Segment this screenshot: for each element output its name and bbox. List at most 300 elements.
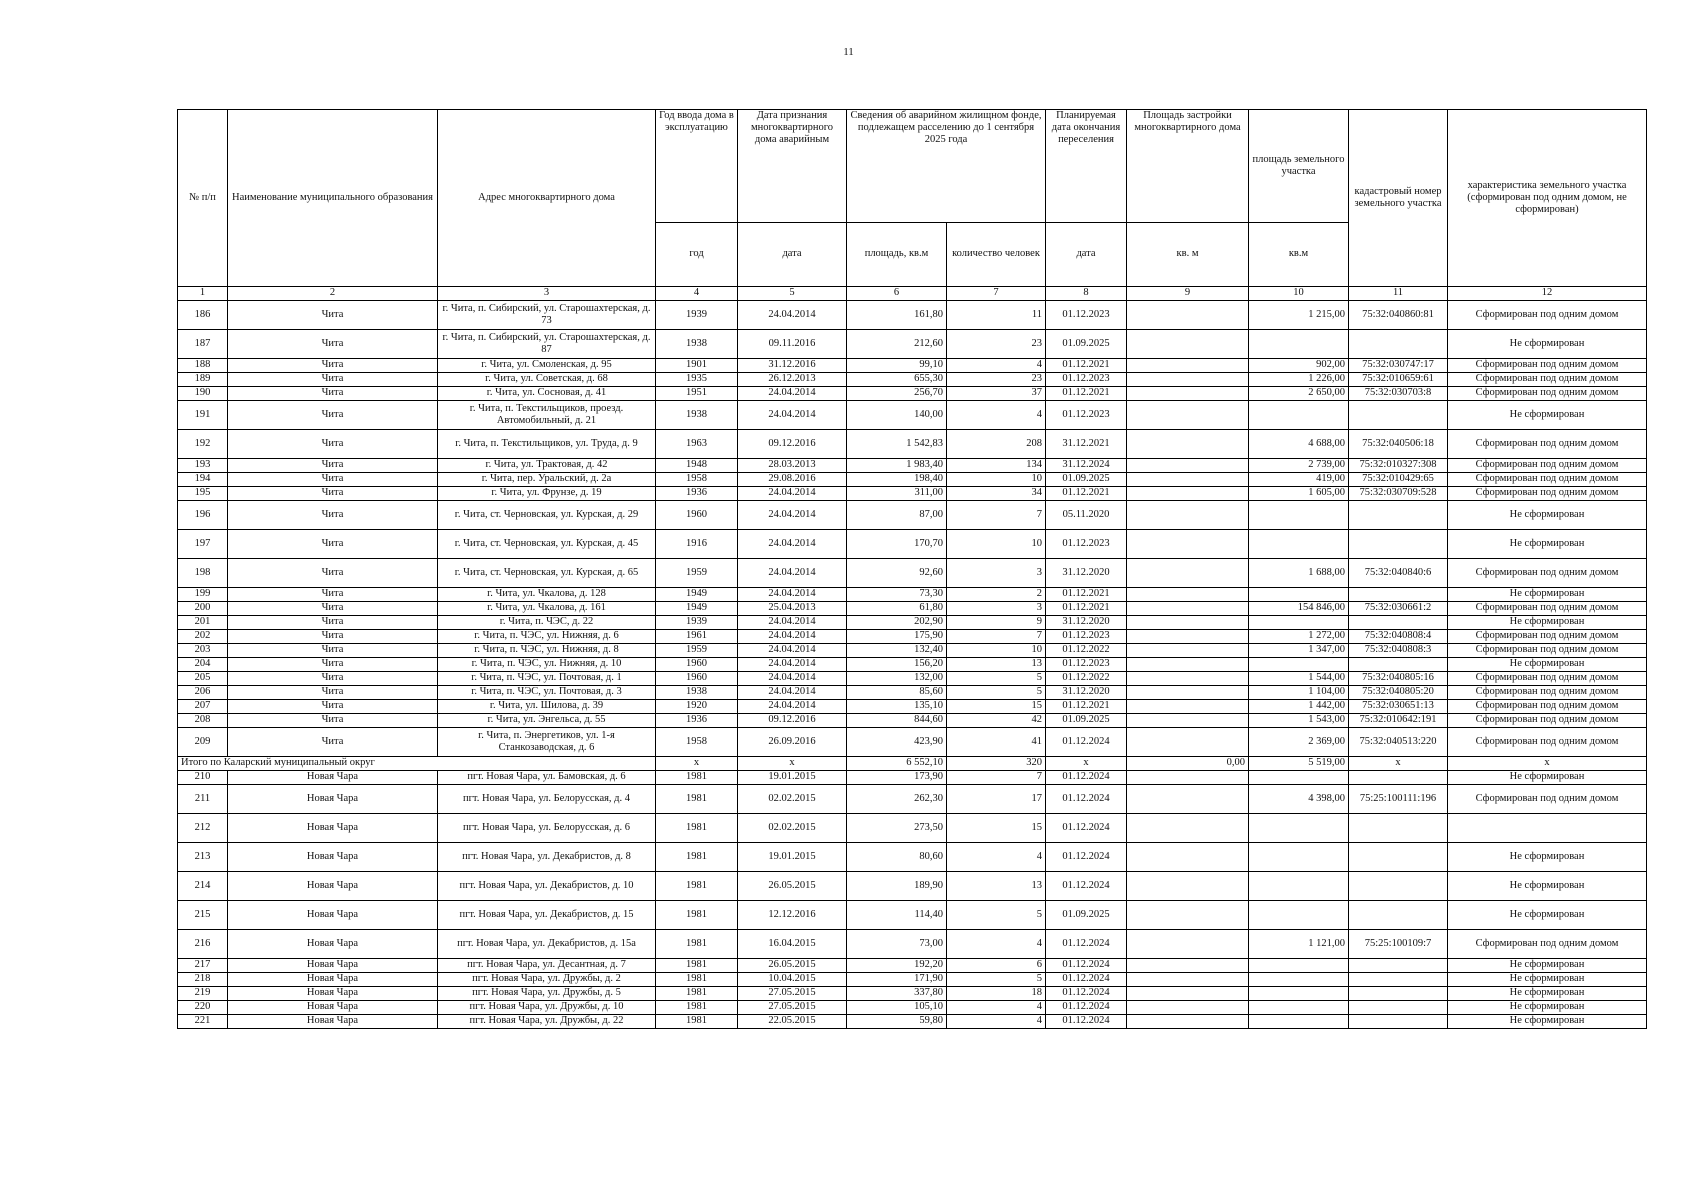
cell-built-area xyxy=(1127,686,1249,700)
cell-land-area: 1 442,00 xyxy=(1249,700,1349,714)
cell-planned-date: 01.12.2024 xyxy=(1046,973,1127,987)
cell-num: 192 xyxy=(178,430,228,459)
cell-date: 24.04.2014 xyxy=(738,616,847,630)
cell-area: 161,80 xyxy=(847,301,947,330)
cell-people: 5 xyxy=(947,901,1046,930)
cell-year: 1981 xyxy=(656,930,738,959)
cell-planned-date: 31.12.2024 xyxy=(1046,459,1127,473)
cell-cadastral xyxy=(1349,901,1448,930)
col-number: 6 xyxy=(847,287,947,301)
cell-date: 27.05.2015 xyxy=(738,1001,847,1015)
table-row xyxy=(178,602,1647,616)
cell-year: 1960 xyxy=(656,672,738,686)
cell-people: 4 xyxy=(947,401,1046,430)
cell-year: 1958 xyxy=(656,473,738,487)
cell-address: г. Чита, ул. Энгельса, д. 55 xyxy=(438,714,656,728)
cell-num: 204 xyxy=(178,658,228,672)
cell-num: 212 xyxy=(178,814,228,843)
cell-num: 205 xyxy=(178,672,228,686)
cell-people: 6 xyxy=(947,959,1046,973)
cell-cadastral: 75:32:040506:18 xyxy=(1349,430,1448,459)
cell-cadastral xyxy=(1349,530,1448,559)
cell-cadastral: 75:32:030703:8 xyxy=(1349,387,1448,401)
cell-num: 211 xyxy=(178,785,228,814)
cell-land-status: Не сформирован xyxy=(1448,771,1647,785)
cell-area: 175,90 xyxy=(847,630,947,644)
cell-address: г. Чита, п. ЧЭС, д. 22 xyxy=(438,616,656,630)
cell-cadastral xyxy=(1349,1001,1448,1015)
cell-land-area xyxy=(1249,616,1349,630)
cell-address: г. Чита, п. Сибирский, ул. Старошахтерская, д. 87 xyxy=(438,330,656,359)
col-sub-planned: дата xyxy=(1046,223,1127,287)
cell-area: 423,90 xyxy=(847,728,947,757)
cell-built-area xyxy=(1127,487,1249,501)
col-number: 4 xyxy=(656,287,738,301)
cell-area: 92,60 xyxy=(847,559,947,588)
cell-planned-date: 05.11.2020 xyxy=(1046,501,1127,530)
cell-land-area: 2 369,00 xyxy=(1249,728,1349,757)
cell-land-area: 1 121,00 xyxy=(1249,930,1349,959)
cell-municipality: Чита xyxy=(228,487,438,501)
cell-num: 194 xyxy=(178,473,228,487)
cell-municipality: Чита xyxy=(228,459,438,473)
cell-num: 216 xyxy=(178,930,228,959)
subtotal-planned: x xyxy=(1046,757,1127,771)
cell-planned-date: 01.12.2021 xyxy=(1046,387,1127,401)
cell-planned-date: 01.12.2024 xyxy=(1046,1015,1127,1029)
table-row xyxy=(178,672,1647,686)
cell-planned-date: 01.12.2024 xyxy=(1046,987,1127,1001)
cell-land-status: Не сформирован xyxy=(1448,901,1647,930)
cell-address: г. Чита, п. Текстильщиков, проезд. Автомобильный, д. 21 xyxy=(438,401,656,430)
cell-cadastral: 75:25:100111:196 xyxy=(1349,785,1448,814)
cell-people: 208 xyxy=(947,430,1046,459)
table-row xyxy=(178,473,1647,487)
cell-date: 24.04.2014 xyxy=(738,658,847,672)
cell-year: 1951 xyxy=(656,387,738,401)
cell-year: 1935 xyxy=(656,373,738,387)
cell-area: 170,70 xyxy=(847,530,947,559)
cell-num: 221 xyxy=(178,1015,228,1029)
col-head-num: № п/п xyxy=(178,110,228,287)
cell-cadastral: 75:32:010429:65 xyxy=(1349,473,1448,487)
cell-land-area xyxy=(1249,530,1349,559)
table-row xyxy=(178,901,1647,930)
cell-date: 24.04.2014 xyxy=(738,487,847,501)
cell-planned-date: 01.12.2024 xyxy=(1046,1001,1127,1015)
cell-people: 37 xyxy=(947,387,1046,401)
cell-planned-date: 31.12.2020 xyxy=(1046,559,1127,588)
table-row xyxy=(178,686,1647,700)
cell-land-area xyxy=(1249,771,1349,785)
cell-date: 24.04.2014 xyxy=(738,700,847,714)
cell-built-area xyxy=(1127,387,1249,401)
cell-cadastral: 75:32:040840:6 xyxy=(1349,559,1448,588)
table-row xyxy=(178,930,1647,959)
cell-municipality: Чита xyxy=(228,387,438,401)
cell-people: 41 xyxy=(947,728,1046,757)
cell-municipality: Чита xyxy=(228,373,438,387)
cell-cadastral xyxy=(1349,959,1448,973)
cell-municipality: Новая Чара xyxy=(228,930,438,959)
cell-planned-date: 31.12.2021 xyxy=(1046,430,1127,459)
table-row xyxy=(178,714,1647,728)
cell-municipality: Новая Чара xyxy=(228,872,438,901)
cell-area: 85,60 xyxy=(847,686,947,700)
cell-planned-date: 01.09.2025 xyxy=(1046,901,1127,930)
cell-planned-date: 01.12.2023 xyxy=(1046,301,1127,330)
cell-people: 4 xyxy=(947,1015,1046,1029)
cell-address: пгт. Новая Чара, ул. Белорусская, д. 6 xyxy=(438,814,656,843)
cell-built-area xyxy=(1127,959,1249,973)
cell-people: 134 xyxy=(947,459,1046,473)
cell-date: 29.08.2016 xyxy=(738,473,847,487)
cell-built-area xyxy=(1127,359,1249,373)
cell-planned-date: 01.12.2024 xyxy=(1046,930,1127,959)
cell-people: 23 xyxy=(947,373,1046,387)
cell-address: г. Чита, пер. Уральский, д. 2а xyxy=(438,473,656,487)
col-head-municipality: Наименование муниципального образования xyxy=(228,110,438,287)
cell-year: 1981 xyxy=(656,771,738,785)
cell-people: 7 xyxy=(947,630,1046,644)
cell-area: 198,40 xyxy=(847,473,947,487)
cell-land-area xyxy=(1249,658,1349,672)
cell-people: 2 xyxy=(947,588,1046,602)
cell-built-area xyxy=(1127,785,1249,814)
table-header xyxy=(178,110,1647,301)
col-number: 11 xyxy=(1349,287,1448,301)
cell-area: 140,00 xyxy=(847,401,947,430)
table-row xyxy=(178,359,1647,373)
cell-land-area: 1 272,00 xyxy=(1249,630,1349,644)
cell-land-status: Не сформирован xyxy=(1448,530,1647,559)
cell-land-status: Не сформирован xyxy=(1448,658,1647,672)
cell-municipality: Чита xyxy=(228,714,438,728)
cell-land-area xyxy=(1249,588,1349,602)
table-row xyxy=(178,387,1647,401)
cell-people: 9 xyxy=(947,616,1046,630)
cell-address: г. Чита, п. Текстильщиков, ул. Труда, д. 9 xyxy=(438,430,656,459)
cell-year: 1959 xyxy=(656,559,738,588)
cell-municipality: Чита xyxy=(228,530,438,559)
cell-address: г. Чита, п. ЧЭС, ул. Нижняя, д. 10 xyxy=(438,658,656,672)
col-head-planned-group: Планируемая дата окончания переселения xyxy=(1046,110,1127,223)
cell-planned-date: 01.12.2022 xyxy=(1046,644,1127,658)
cell-address: г. Чита, ул. Шилова, д. 39 xyxy=(438,700,656,714)
cell-built-area xyxy=(1127,602,1249,616)
cell-cadastral xyxy=(1349,973,1448,987)
col-head-emergency-group: Дата признания многоквартирного дома аварийным xyxy=(738,110,847,223)
cell-land-area: 1 226,00 xyxy=(1249,373,1349,387)
cell-people: 17 xyxy=(947,785,1046,814)
cell-land-status: Не сформирован xyxy=(1448,616,1647,630)
cell-year: 1936 xyxy=(656,487,738,501)
col-sub-land: кв.м xyxy=(1249,223,1349,287)
cell-municipality: Чита xyxy=(228,401,438,430)
table-row xyxy=(178,658,1647,672)
cell-land-status: Не сформирован xyxy=(1448,588,1647,602)
table-row xyxy=(178,872,1647,901)
cell-area: 173,90 xyxy=(847,771,947,785)
cell-cadastral xyxy=(1349,987,1448,1001)
cell-year: 1958 xyxy=(656,728,738,757)
cell-planned-date: 01.12.2023 xyxy=(1046,658,1127,672)
cell-built-area xyxy=(1127,973,1249,987)
cell-built-area xyxy=(1127,872,1249,901)
cell-planned-date: 31.12.2020 xyxy=(1046,616,1127,630)
cell-built-area xyxy=(1127,501,1249,530)
cell-date: 02.02.2015 xyxy=(738,814,847,843)
cell-year: 1960 xyxy=(656,658,738,672)
cell-people: 11 xyxy=(947,301,1046,330)
col-number: 1 xyxy=(178,287,228,301)
table-row xyxy=(178,616,1647,630)
cell-cadastral xyxy=(1349,771,1448,785)
cell-land-area xyxy=(1249,501,1349,530)
cell-land-status: Не сформирован xyxy=(1448,987,1647,1001)
subtotal-land: 5 519,00 xyxy=(1249,757,1349,771)
cell-num: 195 xyxy=(178,487,228,501)
cell-address: г. Чита, ул. Сосновая, д. 41 xyxy=(438,387,656,401)
cell-cadastral: 75:32:040860:81 xyxy=(1349,301,1448,330)
cell-num: 219 xyxy=(178,987,228,1001)
cell-people: 7 xyxy=(947,771,1046,785)
cell-cadastral: 75:32:040808:3 xyxy=(1349,644,1448,658)
cell-address: г. Чита, ул. Советская, д. 68 xyxy=(438,373,656,387)
col-number: 2 xyxy=(228,287,438,301)
col-number: 12 xyxy=(1448,287,1647,301)
cell-land-area xyxy=(1249,901,1349,930)
cell-num: 207 xyxy=(178,700,228,714)
cell-built-area xyxy=(1127,728,1249,757)
cell-date: 24.04.2014 xyxy=(738,630,847,644)
col-head-built-area-group: Площадь застройки многоквартирного дома xyxy=(1127,110,1249,223)
cell-municipality: Новая Чара xyxy=(228,987,438,1001)
cell-built-area xyxy=(1127,644,1249,658)
cell-num: 214 xyxy=(178,872,228,901)
cell-area: 844,60 xyxy=(847,714,947,728)
cell-land-status: Не сформирован xyxy=(1448,843,1647,872)
cell-planned-date: 01.12.2024 xyxy=(1046,843,1127,872)
cell-land-area: 902,00 xyxy=(1249,359,1349,373)
cell-cadastral xyxy=(1349,330,1448,359)
cell-land-status: Не сформирован xyxy=(1448,1015,1647,1029)
col-head-land-area: площадь земельного участка xyxy=(1249,110,1349,223)
cell-area: 171,90 xyxy=(847,973,947,987)
cell-cadastral: 75:25:100109:7 xyxy=(1349,930,1448,959)
cell-people: 3 xyxy=(947,559,1046,588)
table-row xyxy=(178,814,1647,843)
cell-num: 215 xyxy=(178,901,228,930)
cell-land-status: Сформирован под одним домом xyxy=(1448,930,1647,959)
cell-land-area: 2 650,00 xyxy=(1249,387,1349,401)
column-number-row xyxy=(178,287,1647,301)
cell-built-area xyxy=(1127,658,1249,672)
cell-built-area xyxy=(1127,401,1249,430)
cell-date: 24.04.2014 xyxy=(738,686,847,700)
col-head-cadastral: кадастровый номер земельного участка xyxy=(1349,110,1448,287)
cell-area: 256,70 xyxy=(847,387,947,401)
cell-num: 193 xyxy=(178,459,228,473)
subtotal-section xyxy=(178,757,1647,771)
table-row xyxy=(178,785,1647,814)
col-sub-date: дата xyxy=(738,223,847,287)
cell-built-area xyxy=(1127,559,1249,588)
cell-area: 132,00 xyxy=(847,672,947,686)
cell-date: 24.04.2014 xyxy=(738,301,847,330)
cell-planned-date: 01.12.2023 xyxy=(1046,630,1127,644)
cell-area: 87,00 xyxy=(847,501,947,530)
cell-municipality: Чита xyxy=(228,700,438,714)
cell-planned-date: 01.12.2021 xyxy=(1046,359,1127,373)
cell-land-status: Сформирован под одним домом xyxy=(1448,387,1647,401)
cell-num: 213 xyxy=(178,843,228,872)
cell-land-status: Сформирован под одним домом xyxy=(1448,359,1647,373)
cell-planned-date: 01.12.2024 xyxy=(1046,785,1127,814)
cell-cadastral xyxy=(1349,658,1448,672)
cell-municipality: Новая Чара xyxy=(228,814,438,843)
table-row xyxy=(178,588,1647,602)
cell-people: 13 xyxy=(947,658,1046,672)
cell-num: 191 xyxy=(178,401,228,430)
cell-num: 202 xyxy=(178,630,228,644)
page-number: 11 xyxy=(843,46,854,58)
cell-built-area xyxy=(1127,373,1249,387)
cell-built-area xyxy=(1127,930,1249,959)
cell-year: 1981 xyxy=(656,973,738,987)
cell-built-area xyxy=(1127,771,1249,785)
cell-address: г. Чита, ст. Черновская, ул. Курская, д. 29 xyxy=(438,501,656,530)
cell-year: 1938 xyxy=(656,401,738,430)
cell-municipality: Чита xyxy=(228,616,438,630)
cell-area: 337,80 xyxy=(847,987,947,1001)
cell-land-status: Сформирован под одним домом xyxy=(1448,473,1647,487)
cell-land-status: Не сформирован xyxy=(1448,401,1647,430)
subtotal-label: Итого по Каларский муниципальный округ xyxy=(178,757,656,771)
cell-cadastral xyxy=(1349,843,1448,872)
cell-date: 09.12.2016 xyxy=(738,430,847,459)
cell-num: 220 xyxy=(178,1001,228,1015)
cell-num: 196 xyxy=(178,501,228,530)
cell-year: 1948 xyxy=(656,459,738,473)
cell-cadastral xyxy=(1349,616,1448,630)
cell-area: 156,20 xyxy=(847,658,947,672)
table-row xyxy=(178,771,1647,785)
cell-planned-date: 01.12.2024 xyxy=(1046,771,1127,785)
cell-built-area xyxy=(1127,530,1249,559)
cell-cadastral xyxy=(1349,501,1448,530)
cell-year: 1961 xyxy=(656,630,738,644)
cell-land-status: Сформирован под одним домом xyxy=(1448,686,1647,700)
cell-date: 24.04.2014 xyxy=(738,387,847,401)
cell-municipality: Чита xyxy=(228,630,438,644)
cell-year: 1981 xyxy=(656,785,738,814)
cell-area: 132,40 xyxy=(847,644,947,658)
cell-land-area xyxy=(1249,843,1349,872)
cell-municipality: Чита xyxy=(228,728,438,757)
col-head-fund-group: Сведения об аварийном жилищном фонде, подлежащем расселению до 1 сентября 2025 года xyxy=(847,110,1046,223)
cell-date: 24.04.2014 xyxy=(738,588,847,602)
col-head-address: Адрес многоквартирного дома xyxy=(438,110,656,287)
cell-cadastral: 75:32:040513:220 xyxy=(1349,728,1448,757)
cell-area: 1 983,40 xyxy=(847,459,947,473)
subtotal-cadastral: x xyxy=(1349,757,1448,771)
cell-cadastral: 75:32:030709:528 xyxy=(1349,487,1448,501)
cell-people: 34 xyxy=(947,487,1046,501)
cell-area: 105,10 xyxy=(847,1001,947,1015)
cell-year: 1920 xyxy=(656,700,738,714)
cell-address: г. Чита, п. ЧЭС, ул. Нижняя, д. 6 xyxy=(438,630,656,644)
cell-land-area xyxy=(1249,872,1349,901)
table-row xyxy=(178,301,1647,330)
cell-municipality: Новая Чара xyxy=(228,959,438,973)
cell-date: 24.04.2014 xyxy=(738,401,847,430)
table-row xyxy=(178,430,1647,459)
cell-built-area xyxy=(1127,459,1249,473)
cell-num: 201 xyxy=(178,616,228,630)
subtotal-area: 6 552,10 xyxy=(847,757,947,771)
cell-num: 217 xyxy=(178,959,228,973)
cell-municipality: Чита xyxy=(228,501,438,530)
cell-planned-date: 01.12.2024 xyxy=(1046,872,1127,901)
cell-built-area xyxy=(1127,473,1249,487)
cell-address: пгт. Новая Чара, ул. Дружбы, д. 2 xyxy=(438,973,656,987)
cell-municipality: Чита xyxy=(228,330,438,359)
table-body-novaya-chara xyxy=(178,771,1647,1029)
col-head-year-group: Год ввода дома в эксплуатацию xyxy=(656,110,738,223)
cell-planned-date: 01.12.2023 xyxy=(1046,530,1127,559)
cell-year: 1949 xyxy=(656,602,738,616)
cell-area: 59,80 xyxy=(847,1015,947,1029)
cell-area: 114,40 xyxy=(847,901,947,930)
cell-area: 99,10 xyxy=(847,359,947,373)
cell-municipality: Новая Чара xyxy=(228,973,438,987)
cell-num: 200 xyxy=(178,602,228,616)
cell-year: 1981 xyxy=(656,987,738,1001)
cell-people: 10 xyxy=(947,644,1046,658)
cell-people: 3 xyxy=(947,602,1046,616)
cell-address: пгт. Новая Чара, ул. Декабристов, д. 15а xyxy=(438,930,656,959)
cell-land-area xyxy=(1249,973,1349,987)
table-row xyxy=(178,973,1647,987)
cell-planned-date: 01.09.2025 xyxy=(1046,473,1127,487)
cell-land-area: 1 605,00 xyxy=(1249,487,1349,501)
cell-municipality: Чита xyxy=(228,473,438,487)
cell-cadastral: 75:32:040808:4 xyxy=(1349,630,1448,644)
cell-num: 197 xyxy=(178,530,228,559)
cell-land-area: 1 104,00 xyxy=(1249,686,1349,700)
table-body-chita xyxy=(178,301,1647,757)
subtotal-year: x xyxy=(656,757,738,771)
col-head-land-status: характеристика земельного участка (сформирован под одним домом, не сформирован) xyxy=(1448,110,1647,287)
cell-land-status: Не сформирован xyxy=(1448,330,1647,359)
col-number: 3 xyxy=(438,287,656,301)
cell-built-area xyxy=(1127,814,1249,843)
cell-built-area xyxy=(1127,987,1249,1001)
cell-year: 1981 xyxy=(656,901,738,930)
cell-address: г. Чита, ул. Чкалова, д. 128 xyxy=(438,588,656,602)
cell-year: 1949 xyxy=(656,588,738,602)
table-row xyxy=(178,1001,1647,1015)
cell-planned-date: 01.12.2021 xyxy=(1046,700,1127,714)
cell-municipality: Чита xyxy=(228,658,438,672)
cell-built-area xyxy=(1127,588,1249,602)
col-sub-built: кв. м xyxy=(1127,223,1249,287)
cell-address: г. Чита, п. Сибирский, ул. Старошахтерская, д. 73 xyxy=(438,301,656,330)
cell-area: 202,90 xyxy=(847,616,947,630)
cell-date: 09.12.2016 xyxy=(738,714,847,728)
cell-num: 190 xyxy=(178,387,228,401)
